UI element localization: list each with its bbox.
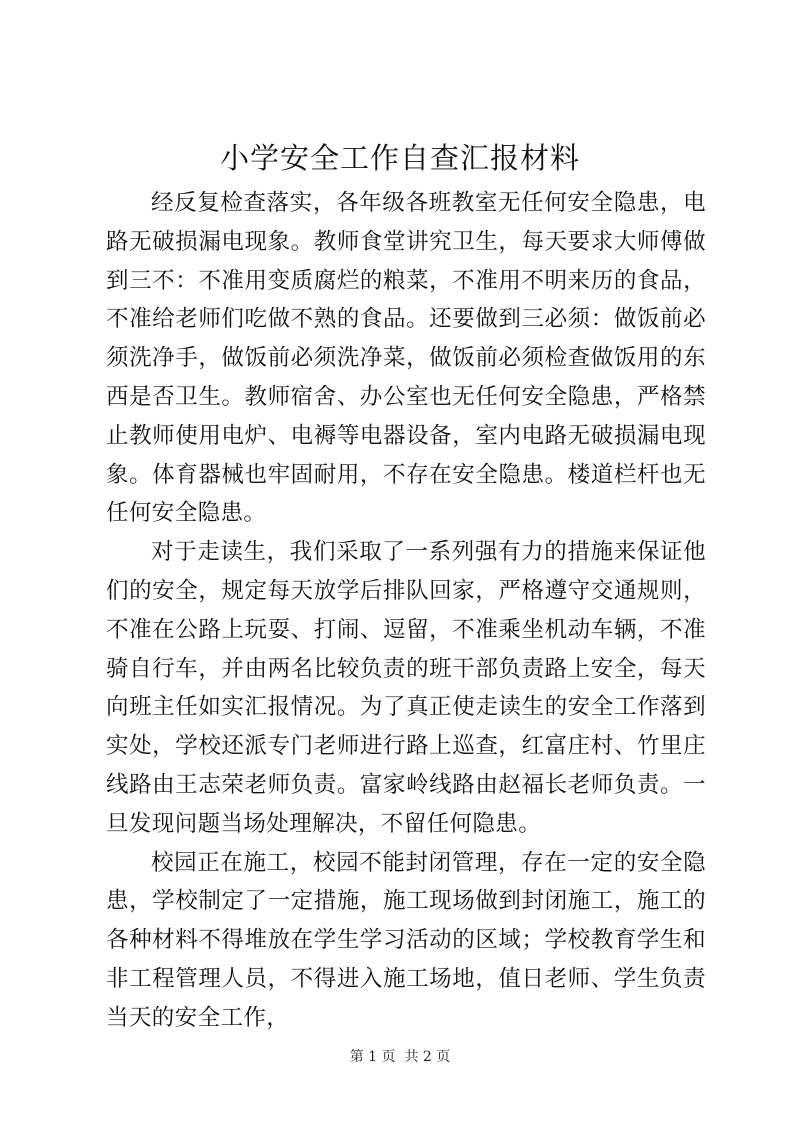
page-number: 第 1 页 共 2 页	[349, 1049, 451, 1065]
document-body	[106, 184, 706, 1038]
paragraph-commuter-students: 对于走读生，我们采取了一系列强有力的措施来保证他们的安全，规定每天放学后排队回家，严格遵守交通规则，不准在公路上玩耍、打闹、逗留，不准乘坐机动车辆，不准骑自行车，并由两名比较负责的班干部负责路上安全，每天向班主任如实汇报情况。为了真正使走读生的安全工作落到实处，学校还派专门老师进行路上巡查，红富庄村、竹里庄线路由王志荣老师负责。富家岭线路由赵福长老师负责。一旦发现问题当场处理解决，不留任何隐患。	[106, 539, 706, 837]
paragraph-classroom-safety: 经反复检查落实，各年级各班教室无任何安全隐患，电路无破损漏电现象。教师食堂讲究卫生，每天要求大师傅做到三不：不准用变质腐烂的粮菜，不准用不明来历的食品，不准给老师们吃做不熟的食品。还要做到三必须：做饭前必须洗净手，做饭前必须洗净菜，做饭前必须检查做饭用的东西是否卫生。教师宿舍、办公室也无任何安全隐患，严格禁止教师使用电炉、电褥等电器设备，室内电路无破损漏电现象。体育器械也牢固耐用，不存在安全隐患。楼道栏杆也无任何安全隐患。	[106, 190, 706, 527]
page-title: 小学安全工作自查汇报材料	[219, 141, 580, 175]
page-footer	[0, 1047, 800, 1067]
paragraph-construction-safety: 校园正在施工，校园不能封闭管理，存在一定的安全隐患，学校制定了一定措施，施工现场做到封闭施工，施工的各种材料不得堆放在学生学习活动的区域；学校教育学生和非工程管理人员，不得进入施工场地，值日老师、学生负责当天的安全工作，	[106, 849, 706, 1031]
